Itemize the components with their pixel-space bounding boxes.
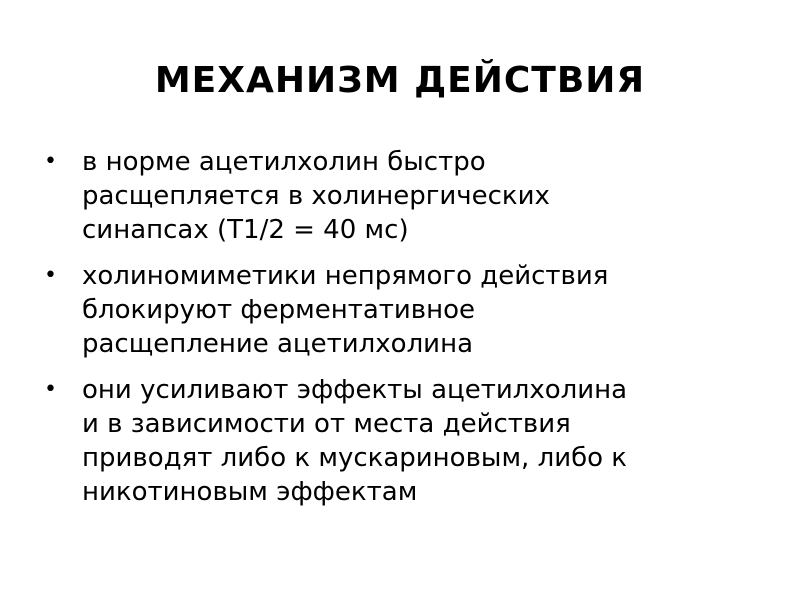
bullet-text-line: холиномиметики непрямого действия (82, 261, 609, 291)
bullet-text-line: они усиливают эффекты ацетилхолина (82, 375, 628, 405)
slide-title: МЕХАНИЗМ ДЕЙСТВИЯ (154, 60, 646, 101)
bullet-text-line: в норме ацетилхолин быстро (82, 147, 486, 177)
bullet-text-line: никотиновым эффектам (82, 477, 418, 507)
bullet-item (40, 373, 760, 509)
bullet-list (40, 145, 760, 521)
bullet-text-line: и в зависимости от места действия (82, 409, 571, 439)
bullet-item (40, 259, 760, 361)
bullet-text-line: приводят либо к мускариновым, либо к (82, 443, 628, 473)
bullet-text-line: расщепление ацетилхолина (82, 329, 474, 359)
bullet-text-line: блокируют ферментативное (82, 295, 476, 325)
bullet-dot-icon: • (44, 377, 57, 402)
bullet-dot-icon: • (44, 149, 57, 174)
bullet-dot-icon: • (44, 263, 57, 288)
bullet-text-line: расщепляется в холинергических (82, 181, 550, 211)
bullet-item (40, 145, 760, 247)
bullet-text-line: синапсах (Т1/2 = 40 мс) (82, 215, 409, 245)
